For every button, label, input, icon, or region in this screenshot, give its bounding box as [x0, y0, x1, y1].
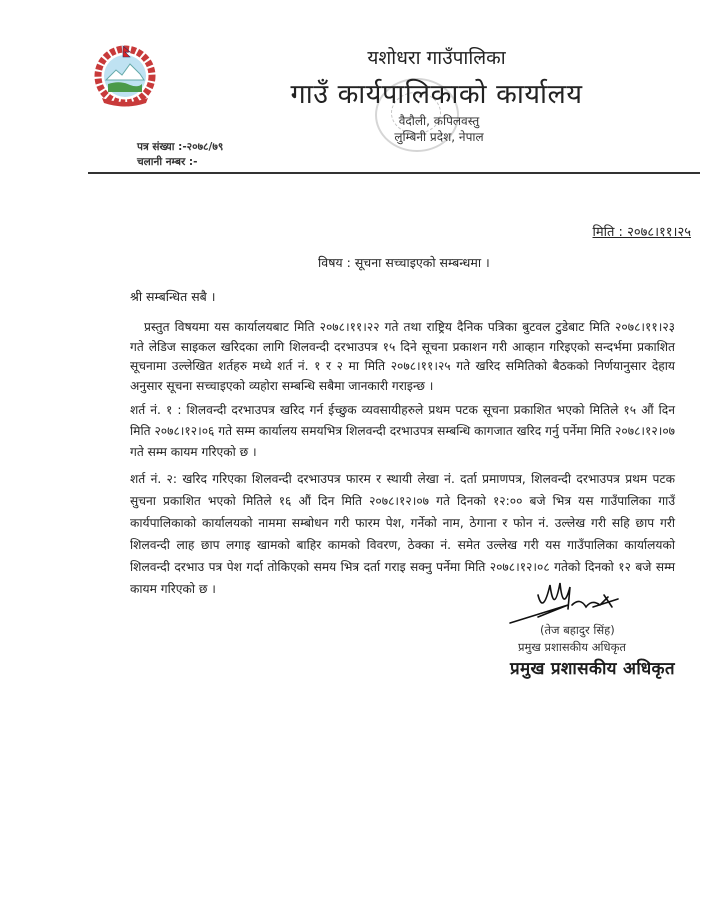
signatory-name: (तेज बहादुर सिंह) [540, 623, 615, 637]
dispatch-number: चलानी नम्बर :- [137, 156, 198, 168]
signatory-designation: प्रमुख प्रशासकीय अधिकृत [518, 640, 626, 654]
address-line-2: लुम्बिनी प्रदेश, नेपाल [394, 130, 484, 144]
body-intro-paragraph: प्रस्तुत विषयमा यस कार्यालयबाट मिति २०७८।११।२२ गते तथा राष्ट्रिय दैनिक पत्रिका बुटवल टुडेबाट मिति २०७८।११।२३ गते लेडिज साइकल खरिदका लागि शिलवन्दी दरभाउपत्र १५ दिने सूचना प्रकाशन गरी आव्हान गरिइएको सन्दर्भमा प्रकाशित सूचनामा उल्लेखित शर्तहरु मध्ये शर्त नं. १ र २ मा मिति २०७८।११।२५ गते खरिद समितिको बैठकको निर्णयानुसार देहाय अनुसार सूचना सच्चाइएको व्यहोरा सम्बन्धि सबैमा जानकारी गराइन्छ । [130, 320, 675, 393]
header-divider [88, 172, 700, 174]
municipality-name: यशोधरा गाउँपालिका [367, 47, 506, 69]
letter-date: मिति : २०७८।११।२५ [592, 225, 691, 240]
designation-stamp: प्रमुख प्रशासकीय अधिकृत [510, 659, 675, 679]
condition-1-paragraph: शर्त नं. १ : शिलवन्दी दरभाउपत्र खरिद गर्न ईच्छुक व्यवसायीहरुले प्रथम पटक सूचना प्रकाशित भएको मितिले १५ औं दिन मिति २०७८।१२।०६ गते सम्म कार्यालय समयभित्र शिलवन्दी दरभाउपत्र सम्बन्धि कागजात खरिद गर्नु पर्नेमा मिति २०७८।१२।०७ गते सम्म कायम गरिएको छ । [130, 403, 675, 459]
letter-number: पत्र संख्या :-२०७८/७९ [137, 141, 224, 153]
salutation: श्री सम्बन्धित सबै । [130, 289, 216, 304]
office-seal-stamp [375, 78, 459, 152]
condition-2-paragraph: शर्त नं. २: खरिद गरिएका शिलवन्दी दरभाउपत्र फारम र स्थायी लेखा नं. दर्ता प्रमाणपत्र, शिलवन्दी दरभाउपत्र प्रथम पटक सुचना प्रकाशित भएको मितिले १६ औं दिन मिति २०७८।१२।०७ गते दिनको १२:०० बजे भित्र यस गाउँपालिका गाउँ कार्यपालिकाको कार्यालयको नाममा सम्बोधन गरी फारम पेश, गर्नेको नाम, ठेगाना र फोन नं. उल्लेख गरी सहि छाप गरी शिलवन्दी लाह छाप लगाइ खामको बाहिर कामको विवरण, ठेक्का नं. समेत उल्लेख गरी यस गाउँपालिका कार्यालयको शिलवन्दी दरभाउ पत्र पेश गर्दा तोकिएको समय भित्र दर्ता गराइ सक्नु पर्नेमा मिति २०७८।१२।०८ गतेको दिनको १२ बजे सम्म कायम गरिएको छ । [130, 472, 675, 596]
address-line-1: वैदौली, कपिलवस्तु [398, 114, 480, 128]
letter-subject: विषय : सूचना सच्चाइएको सम्बन्धमा । [318, 255, 490, 270]
office-name: गाउँ कार्यपालिकाको कार्यालय [290, 79, 583, 110]
